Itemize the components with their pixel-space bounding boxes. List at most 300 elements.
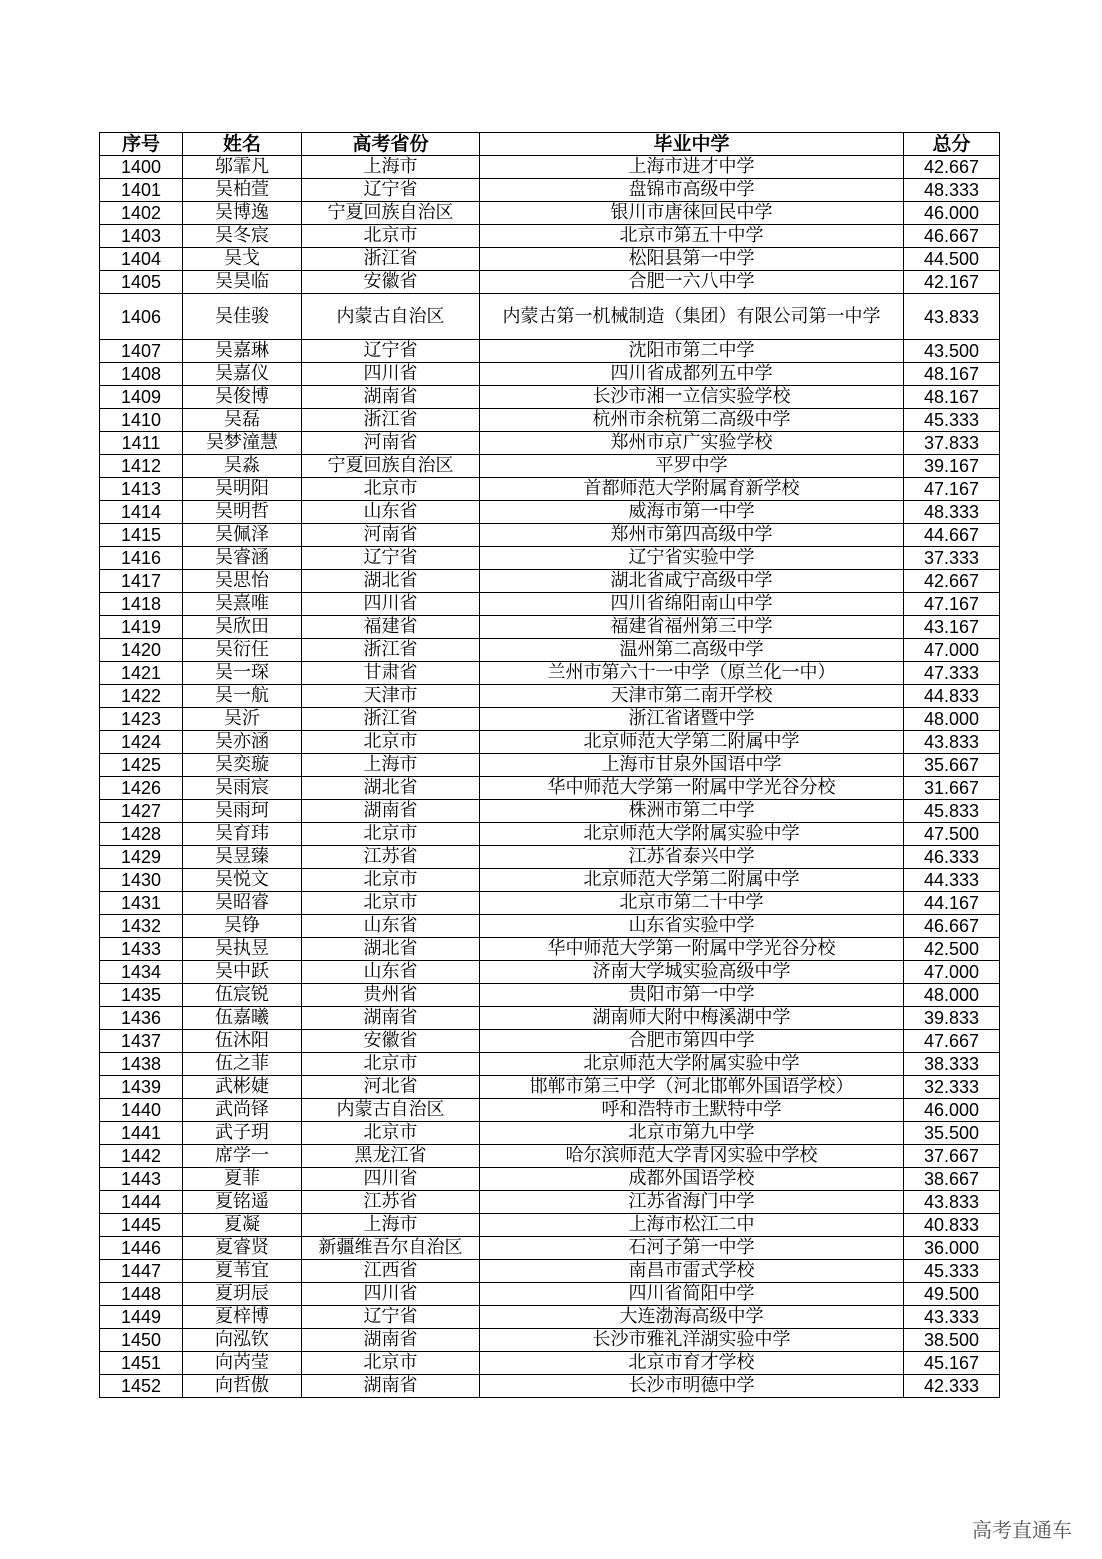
cell-index: 1426 <box>100 777 183 800</box>
cell-province: 四川省 <box>302 1168 480 1191</box>
table-row <box>100 432 1000 455</box>
cell-name: 吴思怡 <box>183 570 302 593</box>
cell-index: 1433 <box>100 938 183 961</box>
cell-score: 45.167 <box>904 1352 1000 1375</box>
cell-index: 1422 <box>100 685 183 708</box>
cell-name: 伍之菲 <box>183 1053 302 1076</box>
cell-school: 江苏省海门中学 <box>480 1191 904 1214</box>
cell-index: 1415 <box>100 524 183 547</box>
cell-province: 湖北省 <box>302 570 480 593</box>
cell-school: 华中师范大学第一附属中学光谷分校 <box>480 777 904 800</box>
cell-school: 呼和浩特市土默特中学 <box>480 1099 904 1122</box>
cell-name: 吴奕璇 <box>183 754 302 777</box>
cell-score: 48.333 <box>904 501 1000 524</box>
cell-province: 北京市 <box>302 892 480 915</box>
cell-index: 1418 <box>100 593 183 616</box>
cell-name: 吴磊 <box>183 409 302 432</box>
cell-province: 北京市 <box>302 869 480 892</box>
cell-name: 伍宸锐 <box>183 984 302 1007</box>
cell-score: 48.000 <box>904 708 1000 731</box>
cell-province: 河北省 <box>302 1076 480 1099</box>
table-row <box>100 639 1000 662</box>
cell-name: 吴欣田 <box>183 616 302 639</box>
cell-name: 夏苇宜 <box>183 1260 302 1283</box>
cell-school: 上海市松江二中 <box>480 1214 904 1237</box>
cell-school: 湖南师大附中梅溪湖中学 <box>480 1007 904 1030</box>
cell-score: 48.167 <box>904 386 1000 409</box>
cell-school: 长沙市雅礼洋湖实验中学 <box>480 1329 904 1352</box>
cell-name: 吴嘉琳 <box>183 340 302 363</box>
cell-score: 40.833 <box>904 1214 1000 1237</box>
cell-score: 48.333 <box>904 179 1000 202</box>
cell-index: 1405 <box>100 271 183 294</box>
cell-province: 北京市 <box>302 731 480 754</box>
cell-name: 吴雨宸 <box>183 777 302 800</box>
table-row <box>100 1306 1000 1329</box>
cell-school: 郑州市京广实验学校 <box>480 432 904 455</box>
table-body <box>100 156 1000 1398</box>
table-row <box>100 1352 1000 1375</box>
cell-index: 1411 <box>100 432 183 455</box>
cell-index: 1444 <box>100 1191 183 1214</box>
cell-score: 43.833 <box>904 1191 1000 1214</box>
cell-index: 1445 <box>100 1214 183 1237</box>
cell-province: 辽宁省 <box>302 1306 480 1329</box>
cell-name: 向泓钦 <box>183 1329 302 1352</box>
table-row <box>100 478 1000 501</box>
table-row <box>100 294 1000 340</box>
cell-index: 1403 <box>100 225 183 248</box>
table-row <box>100 1375 1000 1398</box>
cell-school: 北京师范大学附属实验中学 <box>480 823 904 846</box>
cell-index: 1412 <box>100 455 183 478</box>
cell-province: 北京市 <box>302 1053 480 1076</box>
cell-score: 39.833 <box>904 1007 1000 1030</box>
cell-province: 浙江省 <box>302 639 480 662</box>
cell-name: 吴一航 <box>183 685 302 708</box>
cell-score: 42.333 <box>904 1375 1000 1398</box>
table-row <box>100 179 1000 202</box>
cell-index: 1435 <box>100 984 183 1007</box>
cell-index: 1420 <box>100 639 183 662</box>
table-row <box>100 1122 1000 1145</box>
cell-name: 吴明阳 <box>183 478 302 501</box>
table-row <box>100 593 1000 616</box>
cell-province: 上海市 <box>302 754 480 777</box>
cell-school: 成都外国语学校 <box>480 1168 904 1191</box>
cell-score: 48.167 <box>904 363 1000 386</box>
cell-name: 吴沂 <box>183 708 302 731</box>
cell-school: 四川省简阳中学 <box>480 1283 904 1306</box>
table-row <box>100 1030 1000 1053</box>
cell-index: 1431 <box>100 892 183 915</box>
cell-province: 北京市 <box>302 478 480 501</box>
cell-name: 吴俊博 <box>183 386 302 409</box>
cell-school: 浙江省诸暨中学 <box>480 708 904 731</box>
cell-province: 北京市 <box>302 1122 480 1145</box>
cell-index: 1416 <box>100 547 183 570</box>
cell-score: 42.500 <box>904 938 1000 961</box>
cell-school: 首都师范大学附属育新学校 <box>480 478 904 501</box>
cell-index: 1436 <box>100 1007 183 1030</box>
cell-index: 1406 <box>100 294 183 340</box>
cell-province: 福建省 <box>302 616 480 639</box>
cell-index: 1421 <box>100 662 183 685</box>
cell-index: 1443 <box>100 1168 183 1191</box>
table-row <box>100 662 1000 685</box>
table-row <box>100 846 1000 869</box>
cell-index: 1407 <box>100 340 183 363</box>
cell-index: 1434 <box>100 961 183 984</box>
cell-score: 44.833 <box>904 685 1000 708</box>
cell-school: 北京师范大学第二附属中学 <box>480 869 904 892</box>
cell-province: 山东省 <box>302 915 480 938</box>
cell-score: 37.667 <box>904 1145 1000 1168</box>
table-row <box>100 202 1000 225</box>
cell-school: 松阳县第一中学 <box>480 248 904 271</box>
cell-index: 1430 <box>100 869 183 892</box>
cell-school: 株洲市第二中学 <box>480 800 904 823</box>
table-row <box>100 892 1000 915</box>
cell-score: 37.833 <box>904 432 1000 455</box>
cell-index: 1408 <box>100 363 183 386</box>
cell-score: 47.167 <box>904 593 1000 616</box>
cell-index: 1432 <box>100 915 183 938</box>
table-row <box>100 455 1000 478</box>
cell-name: 吴佩泽 <box>183 524 302 547</box>
table-row <box>100 754 1000 777</box>
table-row <box>100 961 1000 984</box>
cell-province: 宁夏回族自治区 <box>302 455 480 478</box>
table-header-row <box>100 133 1000 156</box>
cell-school: 上海市甘泉外国语中学 <box>480 754 904 777</box>
cell-school: 福建省福州第三中学 <box>480 616 904 639</box>
cell-province: 上海市 <box>302 1214 480 1237</box>
cell-name: 吴雨珂 <box>183 800 302 823</box>
cell-province: 上海市 <box>302 156 480 179</box>
cell-index: 1450 <box>100 1329 183 1352</box>
header-index: 序号 <box>100 133 183 156</box>
cell-province: 河南省 <box>302 432 480 455</box>
table-row <box>100 1191 1000 1214</box>
cell-name: 夏凝 <box>183 1214 302 1237</box>
table-row <box>100 1099 1000 1122</box>
cell-score: 47.667 <box>904 1030 1000 1053</box>
table-row <box>100 1007 1000 1030</box>
cell-province: 北京市 <box>302 1352 480 1375</box>
cell-score: 45.833 <box>904 800 1000 823</box>
cell-school: 四川省绵阳南山中学 <box>480 593 904 616</box>
cell-school: 杭州市余杭第二高级中学 <box>480 409 904 432</box>
table-row <box>100 363 1000 386</box>
table-row <box>100 915 1000 938</box>
cell-school: 山东省实验中学 <box>480 915 904 938</box>
cell-index: 1441 <box>100 1122 183 1145</box>
cell-province: 内蒙古自治区 <box>302 294 480 340</box>
cell-province: 山东省 <box>302 961 480 984</box>
cell-index: 1413 <box>100 478 183 501</box>
cell-province: 浙江省 <box>302 708 480 731</box>
table-row <box>100 340 1000 363</box>
cell-province: 北京市 <box>302 823 480 846</box>
cell-school: 平罗中学 <box>480 455 904 478</box>
cell-index: 1451 <box>100 1352 183 1375</box>
cell-score: 45.333 <box>904 1260 1000 1283</box>
cell-school: 长沙市湘一立信实验学校 <box>480 386 904 409</box>
cell-name: 武尚铎 <box>183 1099 302 1122</box>
cell-school: 长沙市明德中学 <box>480 1375 904 1398</box>
cell-score: 35.667 <box>904 754 1000 777</box>
table-row <box>100 1214 1000 1237</box>
cell-school: 温州第二高级中学 <box>480 639 904 662</box>
cell-score: 43.833 <box>904 731 1000 754</box>
cell-province: 湖南省 <box>302 1007 480 1030</box>
cell-score: 42.667 <box>904 570 1000 593</box>
cell-index: 1425 <box>100 754 183 777</box>
header-score: 总分 <box>904 133 1000 156</box>
cell-score: 48.000 <box>904 984 1000 1007</box>
cell-name: 伍沐阳 <box>183 1030 302 1053</box>
score-table <box>99 132 1000 1398</box>
cell-school: 合肥市第四中学 <box>480 1030 904 1053</box>
cell-score: 46.333 <box>904 846 1000 869</box>
cell-name: 吴梦潼慧 <box>183 432 302 455</box>
cell-province: 湖北省 <box>302 777 480 800</box>
cell-score: 31.667 <box>904 777 1000 800</box>
cell-school: 北京市育才学校 <box>480 1352 904 1375</box>
cell-score: 38.333 <box>904 1053 1000 1076</box>
cell-school: 邯郸市第三中学（河北邯郸外国语学校） <box>480 1076 904 1099</box>
cell-score: 45.333 <box>904 409 1000 432</box>
cell-score: 43.333 <box>904 1306 1000 1329</box>
cell-score: 46.000 <box>904 202 1000 225</box>
cell-school: 内蒙古第一机械制造（集团）有限公司第一中学 <box>480 294 904 340</box>
table-row <box>100 386 1000 409</box>
table-row <box>100 501 1000 524</box>
cell-province: 天津市 <box>302 685 480 708</box>
cell-province: 湖南省 <box>302 1375 480 1398</box>
cell-school: 贵阳市第一中学 <box>480 984 904 1007</box>
cell-name: 吴柏萱 <box>183 179 302 202</box>
cell-province: 安徽省 <box>302 271 480 294</box>
cell-school: 北京师范大学附属实验中学 <box>480 1053 904 1076</box>
cell-index: 1402 <box>100 202 183 225</box>
cell-province: 江苏省 <box>302 846 480 869</box>
cell-province: 四川省 <box>302 1283 480 1306</box>
cell-name: 吴亦涵 <box>183 731 302 754</box>
table-row <box>100 731 1000 754</box>
cell-school: 沈阳市第二中学 <box>480 340 904 363</box>
cell-index: 1409 <box>100 386 183 409</box>
table-row <box>100 547 1000 570</box>
cell-school: 北京市第二十中学 <box>480 892 904 915</box>
cell-score: 42.167 <box>904 271 1000 294</box>
cell-index: 1452 <box>100 1375 183 1398</box>
cell-province: 新疆维吾尔自治区 <box>302 1237 480 1260</box>
cell-school: 哈尔滨师范大学青冈实验中学校 <box>480 1145 904 1168</box>
cell-school: 华中师范大学第一附属中学光谷分校 <box>480 938 904 961</box>
cell-score: 37.333 <box>904 547 1000 570</box>
cell-school: 郑州市第四高级中学 <box>480 524 904 547</box>
cell-score: 47.000 <box>904 639 1000 662</box>
cell-province: 四川省 <box>302 593 480 616</box>
table-row <box>100 800 1000 823</box>
cell-index: 1410 <box>100 409 183 432</box>
cell-score: 43.833 <box>904 294 1000 340</box>
table-row <box>100 1168 1000 1191</box>
cell-name: 吴育玮 <box>183 823 302 846</box>
cell-province: 湖南省 <box>302 800 480 823</box>
cell-province: 浙江省 <box>302 409 480 432</box>
cell-score: 46.667 <box>904 915 1000 938</box>
table-row <box>100 616 1000 639</box>
cell-index: 1438 <box>100 1053 183 1076</box>
cell-index: 1417 <box>100 570 183 593</box>
cell-school: 上海市进才中学 <box>480 156 904 179</box>
cell-index: 1424 <box>100 731 183 754</box>
cell-score: 46.667 <box>904 225 1000 248</box>
table-row <box>100 570 1000 593</box>
cell-score: 38.500 <box>904 1329 1000 1352</box>
table-row <box>100 1260 1000 1283</box>
cell-province: 江西省 <box>302 1260 480 1283</box>
cell-index: 1449 <box>100 1306 183 1329</box>
cell-score: 44.667 <box>904 524 1000 547</box>
cell-name: 武子玥 <box>183 1122 302 1145</box>
cell-score: 47.500 <box>904 823 1000 846</box>
table-row <box>100 1076 1000 1099</box>
cell-school: 四川省成都列五中学 <box>480 363 904 386</box>
cell-school: 天津市第二南开学校 <box>480 685 904 708</box>
cell-name: 向芮莹 <box>183 1352 302 1375</box>
cell-score: 43.500 <box>904 340 1000 363</box>
cell-province: 辽宁省 <box>302 340 480 363</box>
cell-score: 46.000 <box>904 1099 1000 1122</box>
header-province: 高考省份 <box>302 133 480 156</box>
cell-index: 1419 <box>100 616 183 639</box>
cell-index: 1423 <box>100 708 183 731</box>
cell-name: 夏菲 <box>183 1168 302 1191</box>
cell-province: 黑龙江省 <box>302 1145 480 1168</box>
cell-province: 辽宁省 <box>302 547 480 570</box>
cell-score: 42.667 <box>904 156 1000 179</box>
cell-score: 35.500 <box>904 1122 1000 1145</box>
cell-name: 夏玥辰 <box>183 1283 302 1306</box>
cell-name: 吴一琛 <box>183 662 302 685</box>
cell-index: 1414 <box>100 501 183 524</box>
cell-province: 贵州省 <box>302 984 480 1007</box>
cell-score: 47.000 <box>904 961 1000 984</box>
cell-name: 吴冬宸 <box>183 225 302 248</box>
cell-index: 1448 <box>100 1283 183 1306</box>
cell-name: 吴悦文 <box>183 869 302 892</box>
cell-index: 1439 <box>100 1076 183 1099</box>
table-row <box>100 777 1000 800</box>
cell-score: 36.000 <box>904 1237 1000 1260</box>
cell-name: 向哲傲 <box>183 1375 302 1398</box>
cell-province: 湖北省 <box>302 938 480 961</box>
cell-score: 44.167 <box>904 892 1000 915</box>
cell-school: 江苏省泰兴中学 <box>480 846 904 869</box>
cell-score: 43.167 <box>904 616 1000 639</box>
cell-name: 席学一 <box>183 1145 302 1168</box>
cell-name: 吴执昱 <box>183 938 302 961</box>
cell-score: 38.667 <box>904 1168 1000 1191</box>
cell-index: 1440 <box>100 1099 183 1122</box>
cell-province: 湖南省 <box>302 1329 480 1352</box>
cell-school: 兰州市第六十一中学（原兰化一中） <box>480 662 904 685</box>
cell-index: 1404 <box>100 248 183 271</box>
cell-name: 夏梓博 <box>183 1306 302 1329</box>
table-row <box>100 1145 1000 1168</box>
cell-score: 49.500 <box>904 1283 1000 1306</box>
table-row <box>100 1283 1000 1306</box>
table-row <box>100 225 1000 248</box>
cell-school: 济南大学城实验高级中学 <box>480 961 904 984</box>
cell-province: 宁夏回族自治区 <box>302 202 480 225</box>
table-row <box>100 938 1000 961</box>
cell-score: 39.167 <box>904 455 1000 478</box>
table-row <box>100 1053 1000 1076</box>
cell-score: 44.333 <box>904 869 1000 892</box>
table-row <box>100 409 1000 432</box>
cell-name: 夏铭遥 <box>183 1191 302 1214</box>
cell-name: 夏睿贤 <box>183 1237 302 1260</box>
cell-province: 甘肃省 <box>302 662 480 685</box>
cell-index: 1442 <box>100 1145 183 1168</box>
table-row <box>100 1329 1000 1352</box>
cell-school: 大连渤海高级中学 <box>480 1306 904 1329</box>
cell-index: 1446 <box>100 1237 183 1260</box>
cell-school: 南昌市雷式学校 <box>480 1260 904 1283</box>
cell-name: 邬霏凡 <box>183 156 302 179</box>
cell-school: 辽宁省实验中学 <box>480 547 904 570</box>
cell-province: 内蒙古自治区 <box>302 1099 480 1122</box>
cell-province: 四川省 <box>302 363 480 386</box>
cell-name: 吴戈 <box>183 248 302 271</box>
cell-name: 吴昭睿 <box>183 892 302 915</box>
header-name: 姓名 <box>183 133 302 156</box>
table-row <box>100 708 1000 731</box>
cell-province: 北京市 <box>302 225 480 248</box>
cell-province: 山东省 <box>302 501 480 524</box>
cell-name: 吴明哲 <box>183 501 302 524</box>
cell-score: 47.167 <box>904 478 1000 501</box>
table-row <box>100 869 1000 892</box>
cell-name: 吴铮 <box>183 915 302 938</box>
cell-province: 安徽省 <box>302 1030 480 1053</box>
cell-school: 北京师范大学第二附属中学 <box>480 731 904 754</box>
cell-name: 吴昊临 <box>183 271 302 294</box>
cell-index: 1437 <box>100 1030 183 1053</box>
cell-school: 北京市第五十中学 <box>480 225 904 248</box>
cell-school: 北京市第九中学 <box>480 1122 904 1145</box>
cell-school: 盘锦市高级中学 <box>480 179 904 202</box>
cell-score: 44.500 <box>904 248 1000 271</box>
cell-index: 1447 <box>100 1260 183 1283</box>
cell-name: 吴熹唯 <box>183 593 302 616</box>
table-row <box>100 156 1000 179</box>
cell-school: 合肥一六八中学 <box>480 271 904 294</box>
cell-name: 吴淼 <box>183 455 302 478</box>
cell-name: 吴中跃 <box>183 961 302 984</box>
cell-index: 1401 <box>100 179 183 202</box>
table-row <box>100 685 1000 708</box>
table-row <box>100 524 1000 547</box>
cell-score: 32.333 <box>904 1076 1000 1099</box>
cell-name: 吴嘉仪 <box>183 363 302 386</box>
table-row <box>100 984 1000 1007</box>
